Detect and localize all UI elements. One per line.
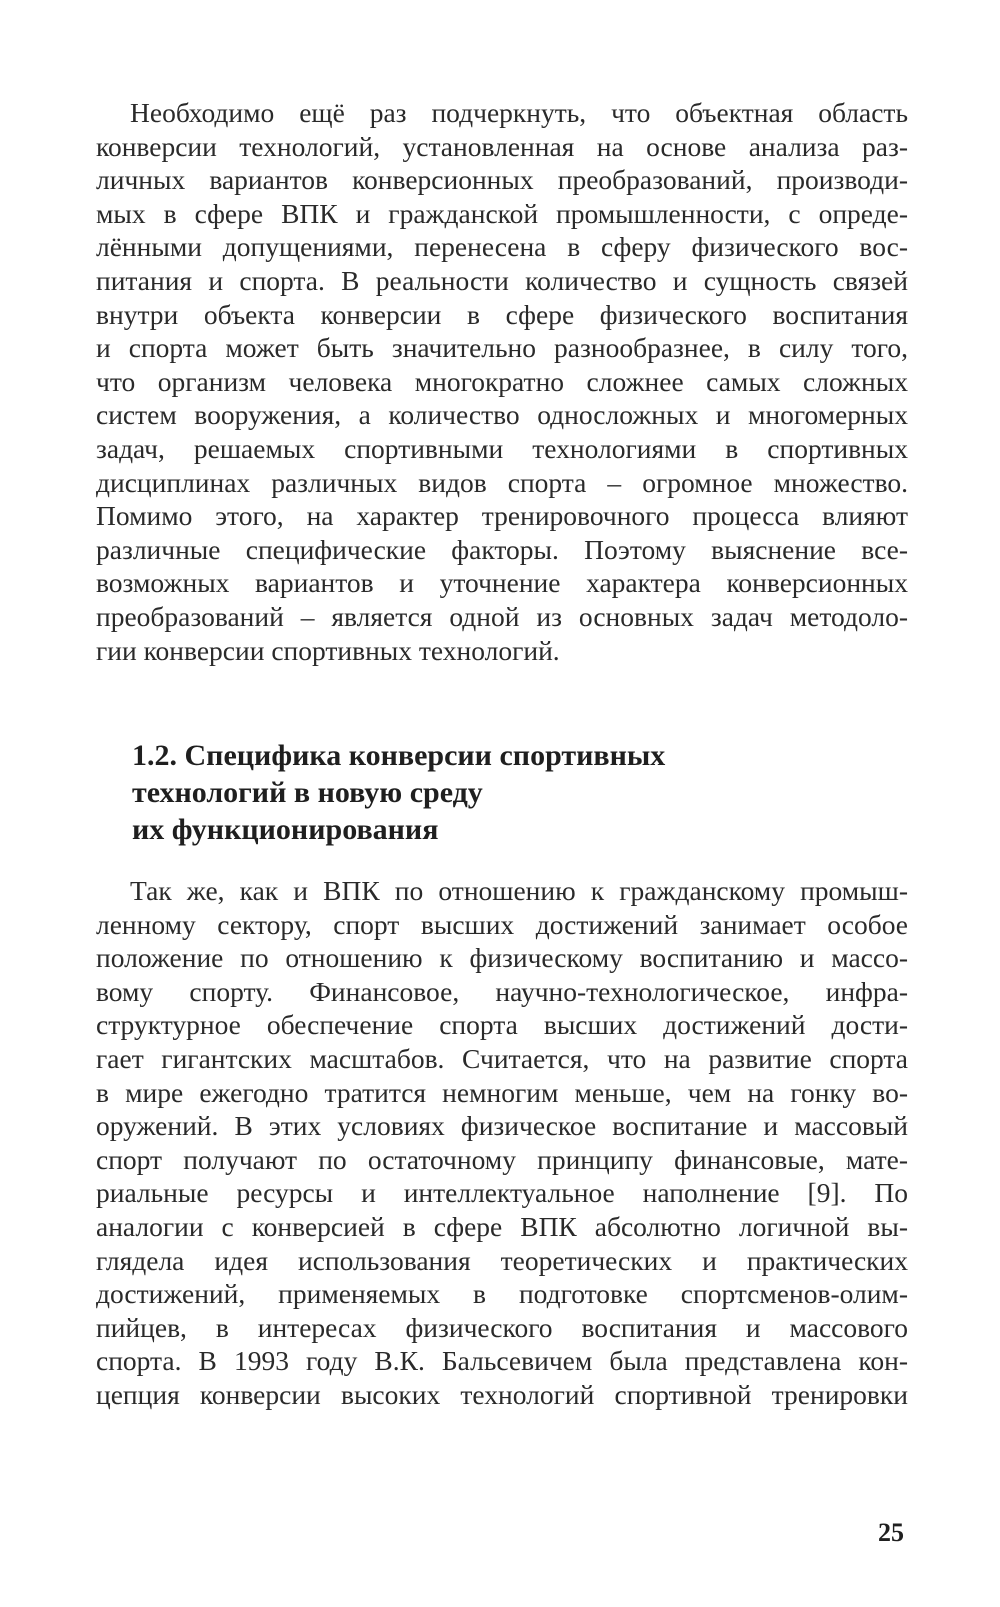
text-line: конверсии технологий, установленная на основе анализа раз-	[96, 130, 908, 162]
text-line: дисциплинах различных видов спорта – огромное множество.	[96, 466, 908, 498]
text-line: гии конверсии спортивных технологий.	[96, 634, 560, 666]
text-line: ленному сектору, спорт высших достижений занимает особое	[96, 908, 908, 940]
heading-line: 1.2. Специфика конверсии спортивных	[132, 739, 666, 773]
section-heading	[96, 737, 908, 848]
text-line: возможных вариантов и уточнение характера конверсионных	[96, 567, 908, 599]
text-line: Необходимо ещё раз подчеркнуть, что объектная область	[130, 97, 908, 128]
text-line: аналогии с конверсией в сфере ВПК абсолютно логичной вы-	[96, 1211, 908, 1243]
text-line: и спорта может быть значительно разнообразнее, в силу того,	[96, 332, 908, 364]
text-line: внутри объекта конверсии в сфере физического воспитания	[96, 298, 908, 330]
text-line: Помимо этого, на характер тренировочного процесса влияют	[96, 500, 908, 532]
text-line: риальные ресурсы и интеллектуальное наполнение [9]. По	[96, 1177, 908, 1209]
text-line: оружений. В этих условиях физическое воспитание и массовый	[96, 1110, 908, 1142]
text-line: глядела идея использования теоретических и практических	[96, 1244, 908, 1276]
text-line: преобразований – является одной из основных задач методоло-	[96, 600, 908, 632]
text-line: мых в сфере ВПК и гражданской промышленности, с опреде-	[96, 197, 908, 229]
text-line: пийцев, в интересах физического воспитания и массового	[96, 1311, 908, 1343]
text-line: питания и спорта. В реальности количество и сущность связей	[96, 264, 908, 296]
paragraph-1	[96, 96, 908, 667]
text-line: различные специфические факторы. Поэтому выяснение все-	[96, 533, 908, 565]
text-line: достижений, применяемых в подготовке спортсменов-олим-	[96, 1278, 908, 1310]
heading-line: их функционирования	[132, 813, 439, 847]
text-line: структурное обеспечение спорта высших достижений дости-	[96, 1009, 908, 1041]
heading-line: технологий в новую среду	[132, 776, 483, 810]
text-line: гает гигантских масштабов. Считается, что на развитие спорта	[96, 1043, 908, 1075]
text-line: в мире ежегодно тратится немногим меньше, чем на гонку во-	[96, 1076, 908, 1108]
text-line: Так же, как и ВПК по отношению к гражданскому промыш-	[130, 875, 908, 907]
text-line: задач, решаемых спортивными технологиями в спортивных	[96, 432, 908, 464]
paragraph-2	[96, 874, 908, 1412]
text-line: лёнными допущениями, перенесена в сферу физического вос-	[96, 231, 908, 263]
text-line: вому спорту. Финансовое, научно-технологическое, инфра-	[96, 975, 908, 1007]
text-line: положение по отношению к физическому воспитанию и массо-	[96, 942, 908, 974]
text-line: цепция конверсии высоких технологий спортивной тренировки	[96, 1379, 908, 1410]
text-line: личных вариантов конверсионных преобразований, производи-	[96, 164, 908, 196]
text-line: что организм человека многократно сложнее самых сложных	[96, 365, 908, 397]
text-line: спорта. В 1993 году В.К. Бальсевичем была представлена кон-	[96, 1345, 908, 1377]
page-number: 25	[878, 1518, 904, 1547]
text-line: систем вооружения, а количество односложных и многомерных	[96, 399, 908, 431]
text-line: спорт получают по остаточному принципу финансовые, мате-	[96, 1143, 908, 1175]
book-page	[96, 96, 908, 1412]
